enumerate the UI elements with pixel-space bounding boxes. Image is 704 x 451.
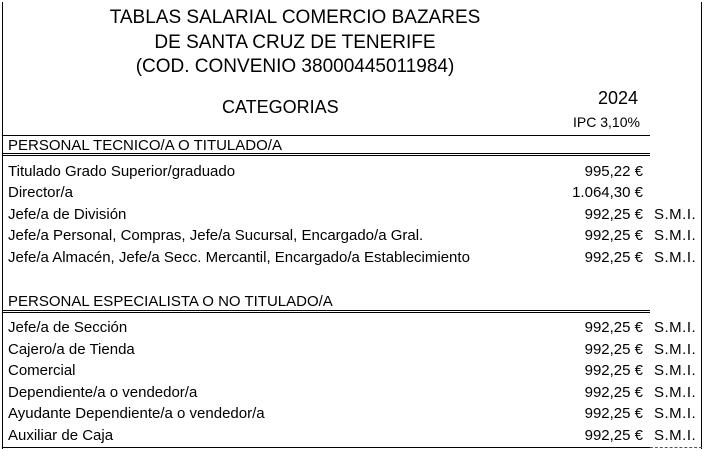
row-note: S.M.I. xyxy=(654,341,697,358)
table-row xyxy=(8,382,698,403)
row-note: S.M.I. xyxy=(654,362,697,379)
row-amount: 992,25 € xyxy=(584,206,643,223)
table-row xyxy=(8,339,698,360)
section-divider xyxy=(2,135,650,136)
table-row xyxy=(8,225,698,246)
categories-header: CATEGORIAS xyxy=(222,97,339,117)
row-amount: 992,25 € xyxy=(584,249,643,266)
row-note: S.M.I. xyxy=(654,227,697,244)
table-row xyxy=(8,161,698,182)
row-label: Comercial xyxy=(8,362,76,379)
row-label: Dependiente/a o vendedor/a xyxy=(8,384,198,401)
row-note: S.M.I. xyxy=(654,206,697,223)
year-header: 2024 xyxy=(598,88,639,108)
row-amount: 992,25 € xyxy=(584,427,643,444)
row-label: Director/a xyxy=(8,184,74,201)
document-title-line-3: (COD. CONVENIO 38000445011984) xyxy=(135,56,455,77)
row-amount: 992,25 € xyxy=(584,341,643,358)
row-label: Jefe/a Personal, Compras, Jefe/a Sucursal, Encargado/a Gral. xyxy=(8,227,424,244)
row-note: S.M.I. xyxy=(654,405,697,422)
row-note: S.M.I. xyxy=(654,427,697,444)
table-row xyxy=(8,403,698,424)
row-amount: 992,25 € xyxy=(584,405,643,422)
table-bottom-border-right xyxy=(650,447,702,448)
row-label: Cajero/a de Tienda xyxy=(8,341,135,358)
table-row xyxy=(8,204,698,225)
row-label: Ayudante Dependiente/a o vendedor/a xyxy=(8,405,265,422)
row-label: Auxiliar de Caja xyxy=(8,427,114,444)
row-note: S.M.I. xyxy=(654,319,697,336)
table-row xyxy=(8,182,698,203)
table-bottom-border xyxy=(2,447,650,448)
ipc-header: IPC 3,10% xyxy=(573,114,640,130)
row-note: S.M.I. xyxy=(654,384,697,401)
row-amount: 992,25 € xyxy=(584,319,643,336)
row-label: Titulado Grado Superior/graduado xyxy=(8,163,236,180)
row-amount: 992,25 € xyxy=(584,384,643,401)
row-label: Jefe/a de División xyxy=(8,206,127,223)
table-row xyxy=(8,425,698,446)
section-heading-tecnico: PERSONAL TECNICO/A O TITULADO/A xyxy=(8,137,282,154)
table-row xyxy=(8,360,698,381)
section-divider-double xyxy=(2,153,650,156)
row-label: Jefe/a de Sección xyxy=(8,319,128,336)
row-amount: 992,25 € xyxy=(584,227,643,244)
row-note: S.M.I. xyxy=(654,249,697,266)
section-divider-double xyxy=(2,310,650,313)
row-amount: 1.064,30 € xyxy=(572,184,643,201)
row-amount: 995,22 € xyxy=(584,163,643,180)
table-row xyxy=(8,317,698,338)
table-row xyxy=(8,247,698,268)
row-label: Jefe/a Almacén, Jefe/a Secc. Mercantil, Encargado/a Establecimiento xyxy=(8,249,470,266)
row-amount: 992,25 € xyxy=(584,362,643,379)
document-title-line-2: DE SANTA CRUZ DE TENERIFE xyxy=(154,32,436,53)
section-heading-especialista: PERSONAL ESPECIALISTA O NO TITULADO/A xyxy=(8,293,333,310)
document-title-line-1: TABLAS SALARIAL COMERCIO BAZARES xyxy=(109,7,481,28)
